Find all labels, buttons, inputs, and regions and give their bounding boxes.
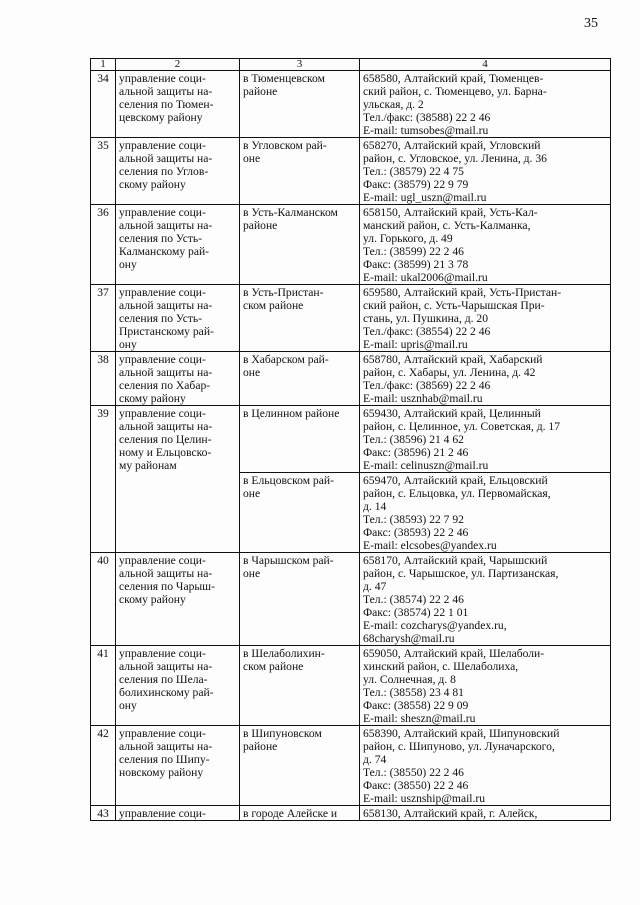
table-row: [91, 646, 611, 726]
organization-name-line: Пристанскому рай-: [119, 325, 214, 338]
contact-cell-line: Тел.: (38558) 23 4 81: [363, 686, 464, 699]
table-row: [91, 553, 611, 646]
organization-name-line: ону: [119, 258, 137, 271]
contact-cell-line: ский район, с. Тюменцево, ул. Барна-: [363, 85, 547, 98]
contact-cell-line: E-mail: elcsobes@yandex.ru: [363, 539, 497, 552]
contact-cell-line: стань, ул. Пушкина, д. 20: [363, 312, 489, 325]
location-cell-line: в Целинном районе: [243, 407, 340, 420]
table-row: [91, 71, 611, 138]
contact-cell-line: 659050, Алтайский край, Шелаболи-: [363, 647, 545, 660]
contact-cell-line: Факс: (38558) 22 9 09: [363, 699, 469, 712]
directory-table: [90, 58, 611, 821]
contact-cell-line: E-mail: celinuszn@mail.ru: [363, 459, 489, 472]
contact-cell-line: 658780, Алтайский край, Хабарский: [363, 353, 543, 366]
location-cell-line: в Тюменцевском: [243, 72, 325, 85]
organization-name-line: скому району: [119, 593, 186, 606]
location-cell: [240, 205, 360, 285]
contact-cell-line: ульская, д. 2: [363, 98, 424, 111]
contact-cell-line: Тел.: (38574) 22 2 46: [363, 593, 464, 606]
contact-cell-line: район, с. Целинное, ул. Советская, д. 17: [363, 420, 561, 433]
organization-name-line: управление соци-: [119, 206, 206, 219]
contact-cell-line: E-mail: usznship@mail.ru: [363, 792, 486, 805]
location-cell: [240, 352, 360, 406]
contact-cell-line: 659580, Алтайский край, Усть-Пристан-: [363, 286, 562, 299]
contact-cell: [360, 553, 611, 646]
organization-name: [116, 352, 240, 406]
contact-cell: [360, 473, 611, 553]
organization-name-line: альной защиты на-: [119, 85, 213, 98]
organization-name-line: управление соци-: [119, 727, 206, 740]
location-cell-line: в Ельцовском рай-: [243, 474, 334, 487]
contact-cell-line: Тел.: (38596) 21 4 62: [363, 433, 464, 446]
contact-cell-line: Тел.: (38599) 22 2 46: [363, 245, 464, 258]
contact-cell-line: Факс: (38579) 22 9 79: [363, 178, 469, 191]
contact-cell: [360, 646, 611, 726]
location-cell: [240, 406, 360, 473]
column-number: 1: [91, 59, 116, 71]
organization-name-line: альной защиты на-: [119, 299, 213, 312]
organization-name-line: альной защиты на-: [119, 366, 213, 379]
contact-cell-line: 658170, Алтайский край, Чарышский: [363, 554, 548, 567]
table-row: [91, 726, 611, 806]
location-cell-line: оне: [243, 567, 261, 580]
organization-name-line: селения по Углов-: [119, 165, 209, 178]
table-row: [91, 806, 611, 821]
location-cell-line: в Шелаболихин-: [243, 647, 325, 660]
contact-cell-line: Факс: (38574) 22 1 01: [363, 606, 469, 619]
contact-cell: [360, 806, 611, 821]
organization-name-line: альной защиты на-: [119, 740, 213, 753]
organization-name-line: селения по Шипу-: [119, 753, 210, 766]
table-row: [91, 138, 611, 205]
contact-cell-line: E-mail: usznhab@mail.ru: [363, 392, 483, 405]
table-row: [91, 205, 611, 285]
organization-name-line: новскому району: [119, 766, 204, 779]
organization-name-line: болихинскому рай-: [119, 686, 214, 699]
row-number: 40: [91, 553, 116, 646]
contact-cell-line: ский район, с. Усть-Чарышская При-: [363, 299, 545, 312]
contact-cell-line: Тел./факс: (38588) 22 2 46: [363, 111, 491, 124]
column-number: 4: [360, 59, 611, 71]
location-cell-line: в Хабарском рай-: [243, 353, 329, 366]
organization-name: [116, 285, 240, 352]
row-number: 34: [91, 71, 116, 138]
table-row: [91, 352, 611, 406]
organization-name: [116, 553, 240, 646]
location-cell-line: районе: [243, 740, 278, 753]
contact-cell-line: 658580, Алтайский край, Тюменцев-: [363, 72, 544, 85]
contact-cell-line: район, с. Шипуново, ул. Луначарского,: [363, 740, 555, 753]
contact-cell-line: E-mail: cozcharys@yandex.ru,: [363, 619, 507, 632]
organization-name-line: ону: [119, 338, 137, 351]
location-cell-line: ском районе: [243, 660, 304, 673]
contact-cell-line: ул. Солнечная, д. 8: [363, 673, 456, 686]
contact-cell-line: район, с. Чарышское, ул. Партизанская,: [363, 567, 559, 580]
column-number: 3: [240, 59, 360, 71]
organization-name: [116, 726, 240, 806]
contact-cell-line: 658150, Алтайский край, Усть-Кал-: [363, 206, 538, 219]
table-row: [91, 285, 611, 352]
location-cell: [240, 646, 360, 726]
contact-cell-line: д. 14: [363, 500, 387, 513]
location-cell-line: в Угловском рай-: [243, 139, 327, 152]
location-cell-line: в Усть-Пристан-: [243, 286, 324, 299]
location-cell-line: оне: [243, 487, 261, 500]
organization-name-line: ону: [119, 699, 137, 712]
row-number: 43: [91, 806, 116, 821]
organization-name-line: альной защиты на-: [119, 420, 213, 433]
location-cell-line: оне: [243, 366, 261, 379]
organization-name-line: ному и Ельцовско-: [119, 446, 212, 459]
organization-name-line: альной защиты на-: [119, 152, 213, 165]
row-number: 36: [91, 205, 116, 285]
organization-name-line: селения по Усть-: [119, 312, 203, 325]
contact-cell-line: 658130, Алтайский край, г. Алейск,: [363, 807, 538, 820]
row-number: 37: [91, 285, 116, 352]
organization-name-line: Калманскому рай-: [119, 245, 210, 258]
organization-name-line: управление соци-: [119, 139, 206, 152]
contact-cell-line: район, с. Хабары, ул. Ленина, д. 42: [363, 366, 536, 379]
location-cell-line: районе: [243, 85, 278, 98]
contact-cell-line: Факс: (38599) 21 3 78: [363, 258, 469, 271]
organization-name-line: альной защиты на-: [119, 660, 213, 673]
organization-name-line: му районам: [119, 459, 177, 472]
column-number: 2: [116, 59, 240, 71]
organization-name-line: селения по Шела-: [119, 673, 208, 686]
contact-cell: [360, 726, 611, 806]
contact-cell-line: Тел./факс: (38554) 22 2 46: [363, 325, 491, 338]
organization-name-line: скому району: [119, 178, 186, 191]
contact-cell-line: Факс: (38593) 22 2 46: [363, 526, 469, 539]
contact-cell: [360, 285, 611, 352]
contact-cell-line: район, с. Угловское, ул. Ленина, д. 36: [363, 152, 547, 165]
location-cell: [240, 473, 360, 553]
contact-cell-line: 658390, Алтайский край, Шипуновский: [363, 727, 560, 740]
organization-name: [116, 806, 240, 821]
location-cell-line: районе: [243, 219, 278, 232]
contact-cell-line: E-mail: ukal2006@mail.ru: [363, 271, 488, 284]
organization-name: [116, 71, 240, 138]
organization-name-line: селения по Тюмен-: [119, 98, 214, 111]
organization-name-line: управление соци-: [119, 286, 206, 299]
location-cell-line: ском районе: [243, 299, 304, 312]
organization-name-line: скому району: [119, 392, 186, 405]
row-number: 39: [91, 406, 116, 553]
organization-name-line: селения по Усть-: [119, 232, 203, 245]
contact-cell-line: Тел.: (38550) 22 2 46: [363, 766, 464, 779]
organization-name-line: селения по Целин-: [119, 433, 212, 446]
row-number: 42: [91, 726, 116, 806]
location-cell: [240, 285, 360, 352]
contact-cell-line: Тел./факс: (38569) 22 2 46: [363, 379, 491, 392]
contact-cell-line: E-mail: ugl_uszn@mail.ru: [363, 191, 487, 204]
contact-cell-line: хинский район, с. Шелаболиха,: [363, 660, 519, 673]
organization-name-line: альной защиты на-: [119, 219, 213, 232]
location-cell-line: в городе Алейске и: [243, 807, 338, 820]
organization-name-line: управление соци-: [119, 407, 206, 420]
location-cell-line: оне: [243, 152, 261, 165]
contact-cell-line: Факс: (38596) 21 2 46: [363, 446, 469, 459]
organization-name: [116, 646, 240, 726]
contact-cell-line: 659470, Алтайский край, Ельцовский: [363, 474, 548, 487]
organization-name-line: управление соци-: [119, 72, 206, 85]
organization-name-line: управление соци-: [119, 353, 206, 366]
contact-cell: [360, 406, 611, 473]
contact-cell-line: 658270, Алтайский край, Угловский: [363, 139, 541, 152]
location-cell: [240, 71, 360, 138]
row-number: 35: [91, 138, 116, 205]
contact-cell-line: д. 47: [363, 580, 387, 593]
location-cell: [240, 553, 360, 646]
location-cell: [240, 806, 360, 821]
contact-cell: [360, 352, 611, 406]
location-cell-line: в Шипуновском: [243, 727, 322, 740]
contact-cell-line: 659430, Алтайский край, Целинный: [363, 407, 541, 420]
contact-cell-line: ул. Горького, д. 49: [363, 232, 453, 245]
row-number: 38: [91, 352, 116, 406]
organization-name-line: селения по Хабар-: [119, 379, 211, 392]
organization-name-line: альной защиты на-: [119, 567, 213, 580]
table-body: [91, 59, 611, 821]
organization-name: [116, 406, 240, 553]
contact-cell-line: E-mail: upris@mail.ru: [363, 338, 468, 351]
organization-name: [116, 205, 240, 285]
organization-name-line: управление соци-: [119, 807, 206, 820]
location-cell: [240, 138, 360, 205]
contact-cell: [360, 138, 611, 205]
contact-cell-line: E-mail: sheszn@mail.ru: [363, 712, 476, 725]
location-cell-line: в Чарышском рай-: [243, 554, 334, 567]
contact-cell: [360, 71, 611, 138]
contact-cell-line: 68charysh@mail.ru: [363, 632, 455, 645]
organization-name-line: цевскому району: [119, 111, 203, 124]
organization-name-line: управление соци-: [119, 647, 206, 660]
contact-cell-line: район, с. Ельцовка, ул. Первомайская,: [363, 487, 551, 500]
contact-cell-line: Тел.: (38593) 22 7 92: [363, 513, 464, 526]
contact-cell-line: Факс: (38550) 22 2 46: [363, 779, 469, 792]
organization-name-line: селения по Чарыш-: [119, 580, 215, 593]
contact-cell-line: манский район, с. Усть-Калманка,: [363, 219, 531, 232]
organization-name-line: управление соци-: [119, 554, 206, 567]
location-cell-line: в Усть-Калманском: [243, 206, 338, 219]
table-row: [91, 406, 611, 473]
organization-name: [116, 138, 240, 205]
column-numbers-row: [91, 59, 611, 71]
contact-cell: [360, 205, 611, 285]
page-number: 35: [584, 16, 598, 31]
contact-cell-line: E-mail: tumsobes@mail.ru: [363, 124, 489, 137]
contact-cell-line: д. 74: [363, 753, 387, 766]
row-number: 41: [91, 646, 116, 726]
contact-cell-line: Тел.: (38579) 22 4 75: [363, 165, 464, 178]
location-cell: [240, 726, 360, 806]
